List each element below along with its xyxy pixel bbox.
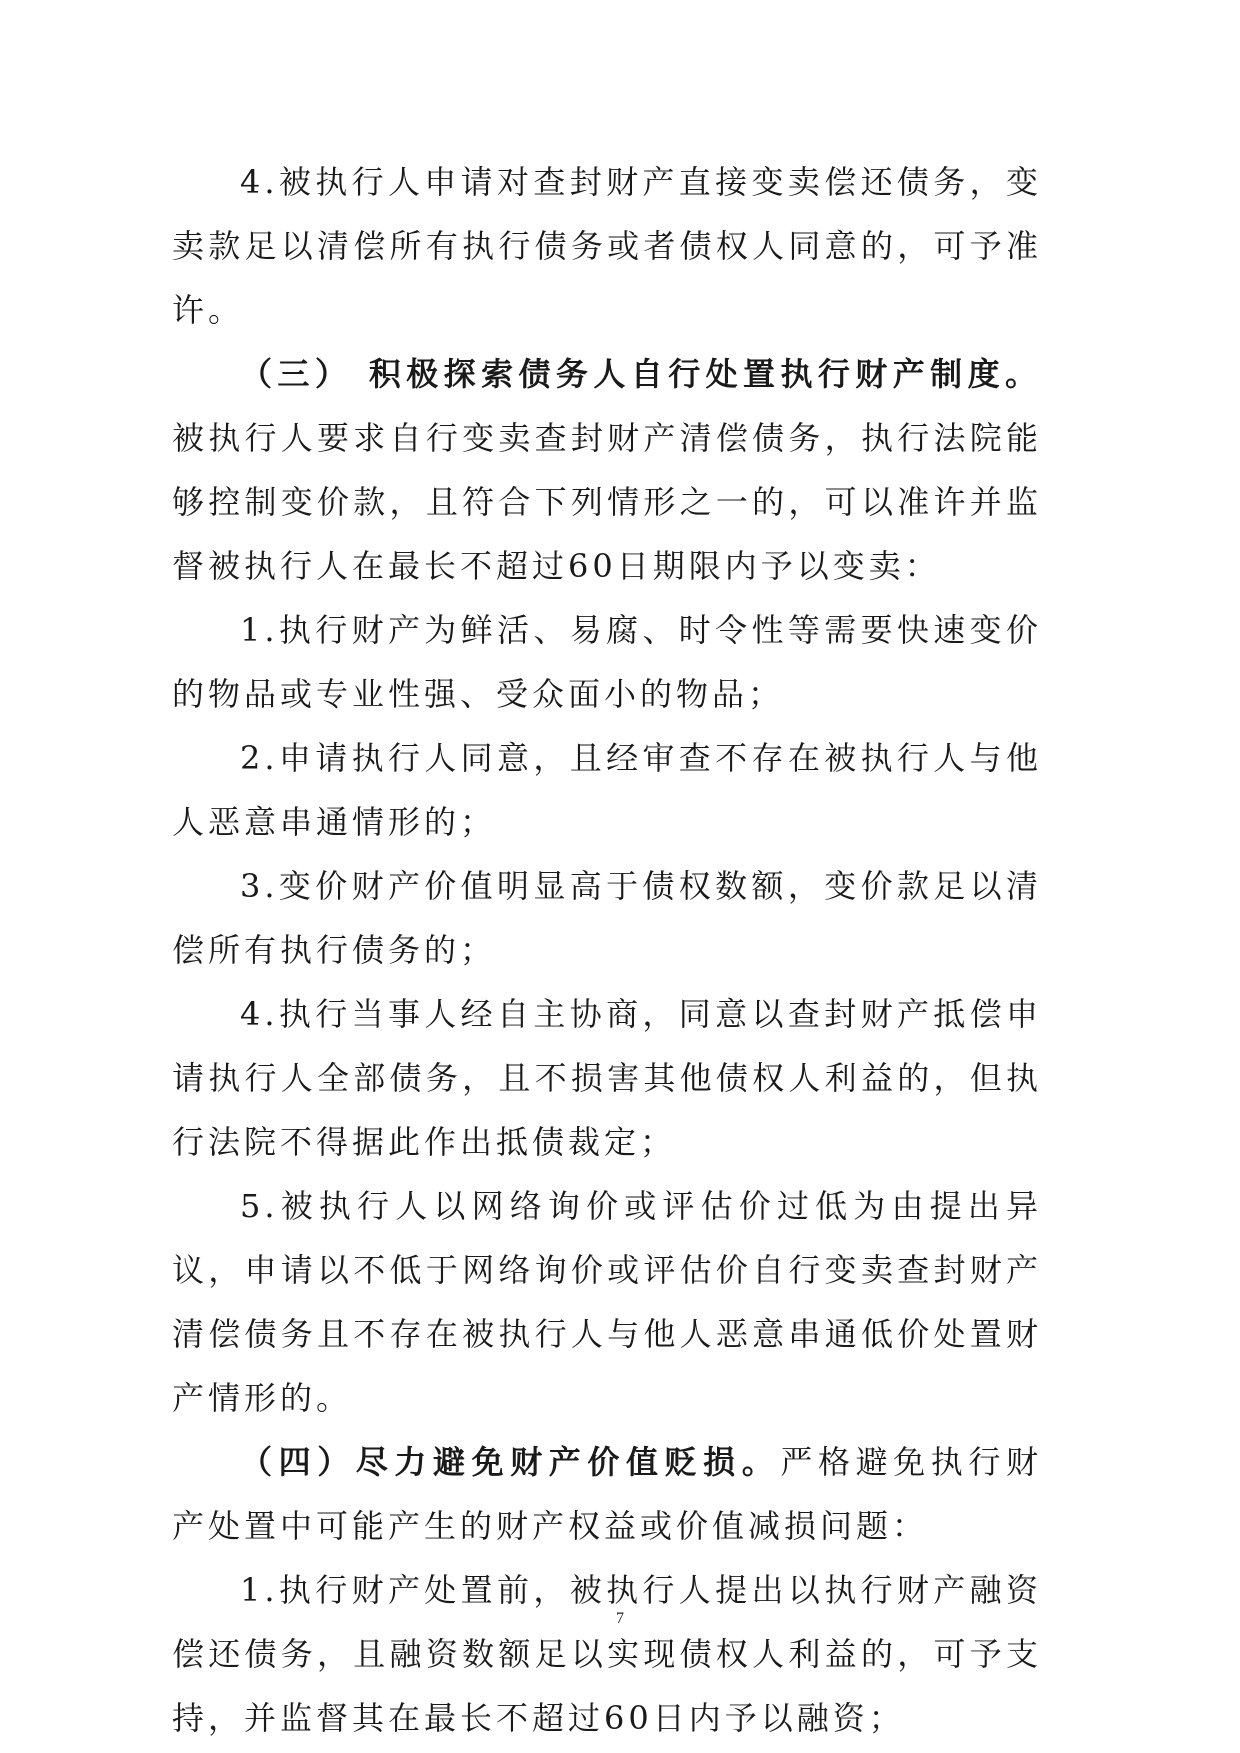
paragraph-item-3-1 [172, 598, 1042, 726]
paragraph-item-3-5 [172, 1174, 1042, 1430]
paragraph-text: 2.申请执行人同意，且经审查不存在被执行人与他人恶意串通情形的； [172, 739, 1042, 841]
section-3-text: 被执行人要求自行变卖查封财产清偿债务，执行法院能够控制变价款，且符合下列情形之一的，可以准许并监督被执行人在最长不超过60日期限内予以变卖： [172, 419, 1042, 585]
paragraph-text: 5.被执行人以网络询价或评估价过低为由提出异议，申请以不低于网络询价或评估价自行变卖查封财产清偿债务且不存在被执行人与他人恶意串通低价处置财产情形的。 [172, 1187, 1042, 1417]
paragraph-item-4-1 [172, 1558, 1042, 1750]
section-3-paragraph [172, 342, 1042, 598]
section-4-heading: （四）尽力避免财产价值贬损。 [240, 1443, 781, 1481]
paragraph-text: 3.变价财产价值明显高于债权数额，变价款足以清偿所有执行债务的； [172, 867, 1042, 969]
document-body [172, 150, 1042, 1750]
paragraph-text: 1.执行财产为鲜活、易腐、时令性等需要快速变价的物品或专业性强、受众面小的物品； [172, 611, 1042, 713]
paragraph-item-4-direct-sale [172, 150, 1042, 342]
paragraph-text: 4.被执行人申请对查封财产直接变卖偿还债务，变卖款足以清偿所有执行债务或者债权人同意的，可予准许。 [172, 163, 1042, 329]
section-4-paragraph [172, 1430, 1042, 1558]
section-4-text: 严格避免执行财产处置中可能产生的财产权益或价值减损问题： [172, 1443, 1042, 1545]
section-3-heading: （三） 积极探索债务人自行处置执行财产制度。 [240, 355, 1042, 393]
paragraph-item-3-3 [172, 854, 1042, 982]
paragraph-item-3-4 [172, 982, 1042, 1174]
paragraph-text: 4.执行当事人经自主协商，同意以查封财产抵偿申请执行人全部债务，且不损害其他债权人利益的，但执行法院不得据此作出抵债裁定； [172, 995, 1042, 1161]
paragraph-text: 1.执行财产处置前，被执行人提出以执行财产融资偿还债务，且融资数额足以实现债权人利益的，可予支持，并监督其在最长不超过60日内予以融资； [172, 1571, 1042, 1737]
paragraph-item-3-2 [172, 726, 1042, 854]
page-number: 7 [616, 1610, 624, 1627]
